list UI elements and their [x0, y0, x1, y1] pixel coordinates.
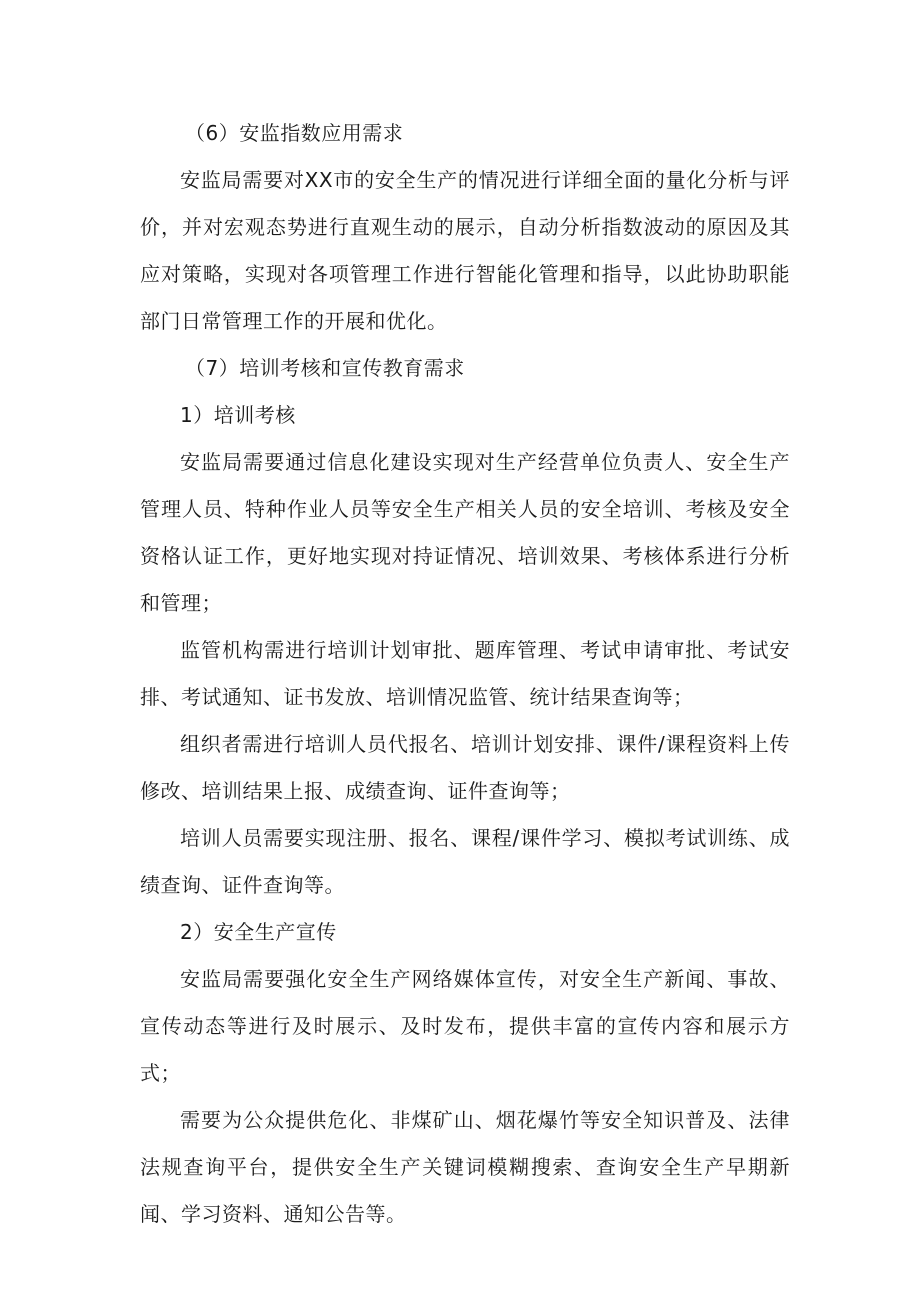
section-heading-6: （6）安监指数应用需求 — [185, 121, 404, 145]
paragraph-training-bureau: 安监局需要通过信息化建设实现对生产经营单位负责人、安全生产管理人员、特种作业人员等安全生产相关人员的安全培训、考核及安全资格认证工作，更好地实现对持证情况、培训效果、考核体系进行分析和管理； — [140, 450, 790, 615]
paragraph-training-regulator: 监管机构需进行培训计划审批、题库管理、考试申请审批、考试安排、考试通知、证书发放、培训情况监管、统计结果查询等； — [140, 638, 790, 709]
paragraph-training-trainee: 培训人员需要实现注册、报名、课程/课件学习、模拟考试训练、成绩查询、证件查询等。 — [140, 826, 790, 897]
section-heading-7: （7）培训考核和宣传教育需求 — [185, 356, 465, 380]
document-body — [140, 110, 790, 1238]
subheading-training-assessment: 1）培训考核 — [180, 403, 296, 427]
paragraph-publicity-public: 需要为公众提供危化、非煤矿山、烟花爆竹等安全知识普及、法律法规查询平台，提供安全生产关键词模糊搜索、查询安全生产早期新闻、学习资料、通知公告等。 — [140, 1108, 790, 1226]
paragraph-index-requirements: 安监局需要对XX市的安全生产的情况进行详细全面的量化分析与评价，并对宏观态势进行直观生动的展示，自动分析指数波动的原因及其应对策略，实现对各项管理工作进行智能化管理和指导，以此协助职能部门日常管理工作的开展和优化。 — [140, 168, 790, 333]
paragraph-training-organizer: 组织者需进行培训人员代报名、培训计划安排、课件/课程资料上传修改、培训结果上报、成绩查询、证件查询等； — [140, 732, 790, 803]
subheading-safety-publicity: 2）安全生产宣传 — [180, 920, 337, 944]
paragraph-publicity-media: 安监局需要强化安全生产网络媒体宣传，对安全生产新闻、事故、宣传动态等进行及时展示、及时发布，提供丰富的宣传内容和展示方式； — [140, 967, 790, 1085]
